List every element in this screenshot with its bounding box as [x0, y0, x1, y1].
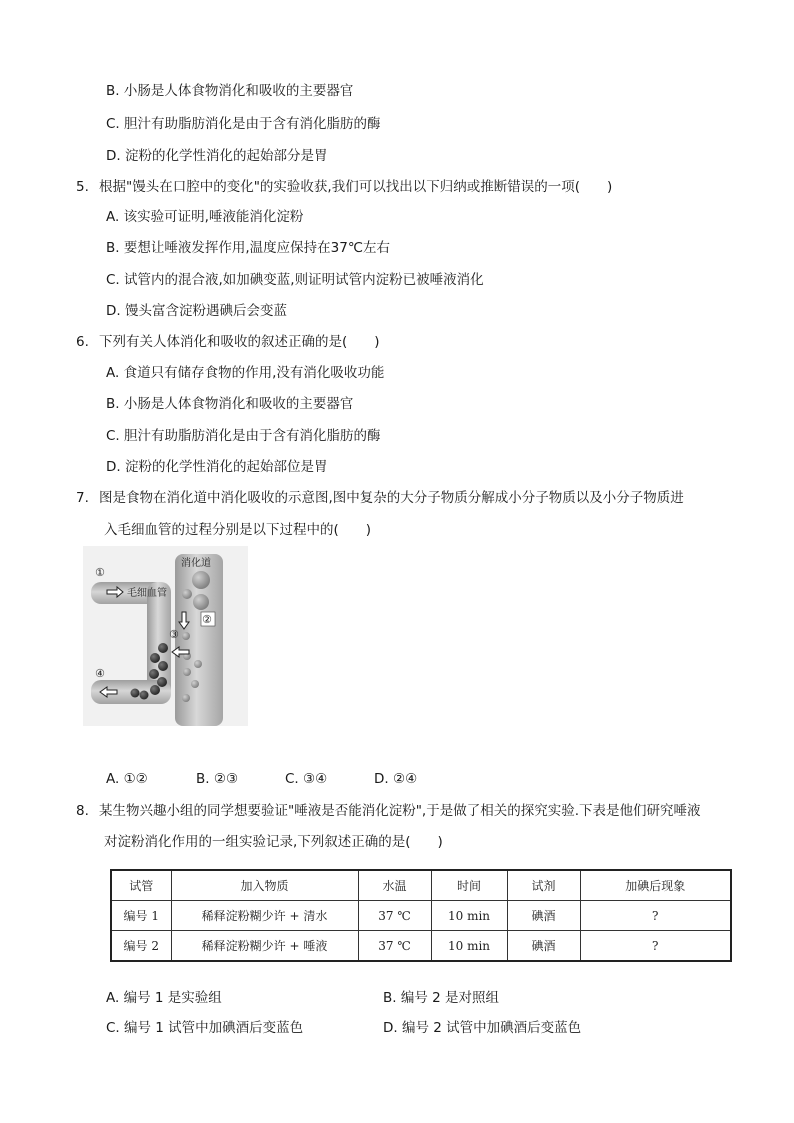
marker-4: ④ — [95, 667, 105, 680]
table-header: 水温 — [358, 870, 431, 901]
absorbed-molecule — [157, 677, 167, 687]
q6-option-a: A. 食道只有储存食物的作用,没有消化吸收功能 — [106, 365, 385, 381]
large-molecule — [192, 571, 210, 589]
table-cell: 稀释淀粉糊少许 + 清水 — [171, 901, 358, 931]
q8-option-a: A. 编号 1 是实验组 — [106, 990, 222, 1006]
q6-stem: 下列有关人体消化和吸收的叙述正确的是( ) — [99, 334, 380, 350]
q5-option-c: C. 试管内的混合液,如加碘变蓝,则证明试管内淀粉已被唾液消化 — [106, 272, 484, 288]
table-cell: 10 min — [431, 931, 507, 962]
label-digestive-tract: 消化道 — [181, 558, 211, 569]
digestion-diagram — [83, 546, 248, 726]
q6-option-c: C. 胆汁有助脂肪消化是由于含有消化脂肪的酶 — [106, 428, 381, 444]
large-molecule — [193, 594, 209, 610]
q7-stem-line2: 入毛细血管的过程分别是以下过程中的( ) — [104, 522, 372, 538]
table-header: 加碘后现象 — [580, 870, 731, 901]
absorbed-molecule — [150, 653, 160, 663]
q8-stem-line1: 某生物兴趣小组的同学想要验证"唾液是否能消化淀粉",于是做了相关的探究实验.下表是他们研究唾液 — [99, 803, 701, 819]
q7-number: 7. — [76, 490, 89, 506]
table-cell: 37 ℃ — [358, 931, 431, 962]
table-header: 试剂 — [507, 870, 580, 901]
q6-option-d: D. 淀粉的化学性消化的起始部位是胃 — [106, 459, 328, 475]
table-cell: 编号 1 — [111, 901, 171, 931]
table-cell: 编号 2 — [111, 931, 171, 962]
table-header: 加入物质 — [171, 870, 358, 901]
absorbed-molecule — [131, 689, 140, 698]
absorbed-molecule — [149, 669, 159, 679]
q8-option-d: D. 编号 2 试管中加碘酒后变蓝色 — [383, 1020, 582, 1036]
q7-option-d: D. ②④ — [374, 771, 418, 787]
table-header: 试管 — [111, 870, 171, 901]
small-molecule — [183, 668, 191, 676]
small-molecule — [194, 660, 202, 668]
q8-option-b: B. 编号 2 是对照组 — [383, 990, 500, 1006]
table-row — [111, 901, 731, 931]
q8-option-c: C. 编号 1 试管中加碘酒后变蓝色 — [106, 1020, 304, 1036]
q6-option-b: B. 小肠是人体食物消化和吸收的主要器官 — [106, 396, 354, 412]
q5-option-a: A. 该实验可证明,唾液能消化淀粉 — [106, 209, 304, 225]
q7-stem-line1: 图是食物在消化道中消化吸收的示意图,图中复杂的大分子物质分解成小分子物质以及小分子物质进 — [99, 490, 684, 506]
q7-options — [106, 770, 417, 788]
small-molecule — [191, 680, 199, 688]
q5-option-d: D. 馒头富含淀粉遇碘后会变蓝 — [106, 303, 287, 319]
label-capillary: 毛细血管 — [127, 588, 167, 599]
q5-number: 5. — [76, 179, 89, 195]
absorbed-molecule — [158, 661, 168, 671]
table-header: 时间 — [431, 870, 507, 901]
small-molecule — [182, 694, 190, 702]
table-cell: ? — [580, 931, 731, 962]
marker-1: ① — [95, 566, 105, 579]
table-cell: 10 min — [431, 901, 507, 931]
q4-option-d: D. 淀粉的化学性消化的起始部分是胃 — [106, 148, 328, 164]
table-cell: 碘酒 — [507, 931, 580, 962]
table-row — [111, 931, 731, 962]
table-cell: ? — [580, 901, 731, 931]
table-cell: 碘酒 — [507, 901, 580, 931]
table-header-row — [111, 870, 731, 901]
q8-number: 8. — [76, 803, 89, 819]
marker-3: ③ — [169, 628, 179, 641]
q6-number: 6. — [76, 334, 89, 350]
large-molecule — [182, 589, 192, 599]
q4-option-b: B. 小肠是人体食物消化和吸收的主要器官 — [106, 83, 354, 99]
q7-option-b: B. ②③ — [196, 771, 239, 787]
q7-option-a: A. ①② — [106, 771, 148, 787]
absorbed-molecule — [158, 643, 168, 653]
q4-option-c: C. 胆汁有助脂肪消化是由于含有消化脂肪的酶 — [106, 116, 381, 132]
table-cell: 37 ℃ — [358, 901, 431, 931]
q7-option-c: C. ③④ — [285, 771, 328, 787]
table-cell: 稀释淀粉糊少许 + 唾液 — [171, 931, 358, 962]
experiment-table — [110, 869, 732, 962]
absorbed-molecule — [140, 691, 149, 700]
q5-stem: 根据"馒头在口腔中的变化"的实验收获,我们可以找出以下归纳或推断错误的一项( ) — [99, 179, 613, 195]
q5-option-b: B. 要想让唾液发挥作用,温度应保持在37℃左右 — [106, 240, 390, 256]
q8-stem-line2: 对淀粉消化作用的一组实验记录,下列叙述正确的是( ) — [104, 834, 443, 850]
small-molecule — [182, 632, 190, 640]
absorbed-molecule — [150, 685, 160, 695]
marker-2: ② — [202, 613, 212, 626]
